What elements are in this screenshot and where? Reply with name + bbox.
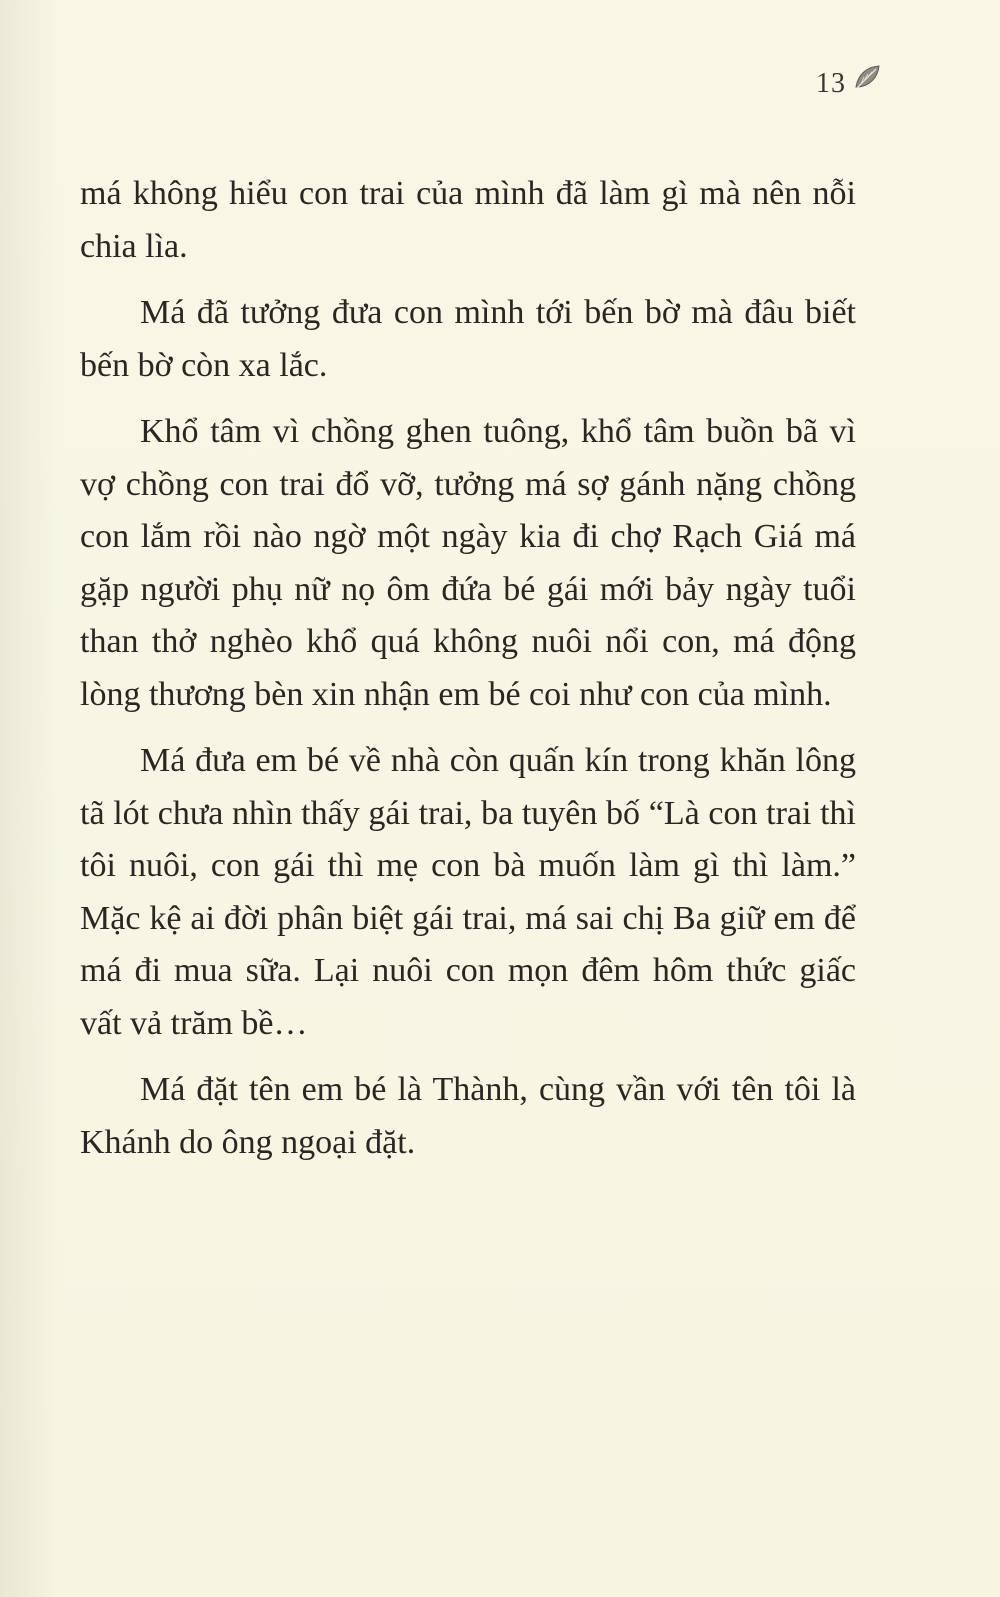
paragraph: Má đặt tên em bé là Thành, cùng vần với tên tôi là Khánh do ông ngoại đặt. — [80, 1071, 856, 1161]
paragraph: Má đưa em bé về nhà còn quấn kín trong khăn lông tã lót chưa nhìn thấy gái trai, ba tuyên bố “Là con trai thì tôi nuôi, con gái thì mẹ con bà muốn làm gì thì làm.” Mặc kệ ai đời phân biệt gái trai, má sai chị Ba giữ em để má đi mua sữa. Lại nuôi con mọn đêm hôm thức giấc vất vả trăm bề… — [80, 742, 856, 1042]
leaf-icon — [852, 63, 882, 93]
paragraph: Má đã tưởng đưa con mình tới bến bờ mà đâu biết bến bờ còn xa lắc. — [80, 294, 856, 384]
page-number: 13 — [816, 68, 846, 99]
paragraph: Khổ tâm vì chồng ghen tuông, khổ tâm buồn bã vì vợ chồng con trai đổ vỡ, tưởng má sợ gánh nặng chồng con lắm rồi nào ngờ một ngày kia đi chợ Rạch Giá má gặp người phụ nữ nọ ôm đứa bé gái mới bảy ngày tuổi than thở nghèo khổ quá không nuôi nổi con, má động lòng thương bèn xin nhận em bé coi như con của mình. — [80, 413, 856, 713]
paragraph: má không hiểu con trai của mình đã làm gì mà nên nỗi chia lìa. — [80, 175, 856, 265]
page-header — [816, 68, 882, 100]
body-text — [80, 168, 856, 1183]
